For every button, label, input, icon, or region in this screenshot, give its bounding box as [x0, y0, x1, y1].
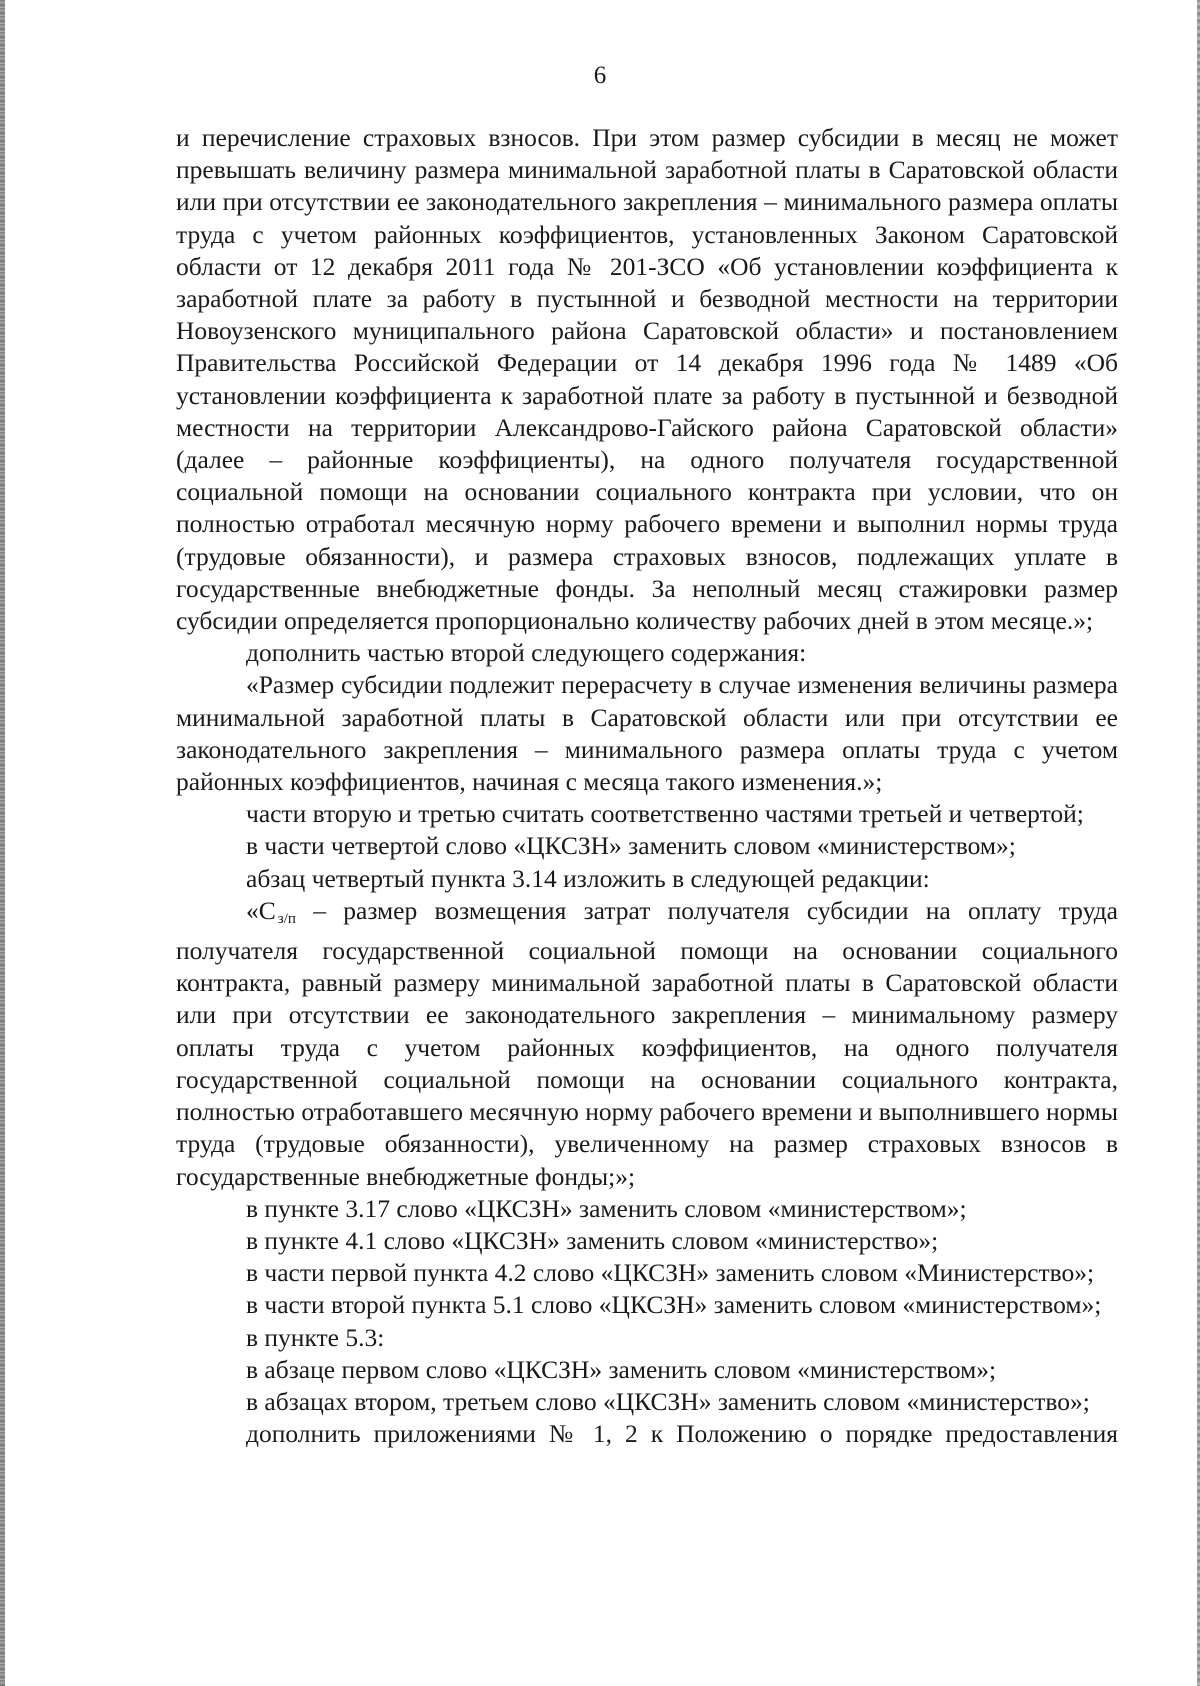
paragraph-quoted-subsidy-recalculation: «Размер субсидии подлежит перерасчету в случае изменения величины размера минимальной заработной платы в Саратовской области или при отсутствии ее законодательного закрепления – минимального размера оплаты труда с учетом районных коэффициентов, начиная с месяца такого изменения.»; — [176, 670, 1118, 797]
document-body — [176, 122, 1118, 1450]
paragraph-amendment-add-part-two: дополнить частью второй следующего содержания: — [246, 638, 807, 668]
paragraph-quoted-formula-definition — [176, 895, 1118, 1193]
paragraph-part-four-replacement: в части четвертой слово «ЦКСЗН» заменить словом «министерством»; — [246, 831, 1016, 861]
paragraph-clause-5-3-second-third: в абзацах втором, третьем слово «ЦКСЗН» заменить словом «министерство»; — [246, 1386, 1090, 1416]
paragraph-renumber-parts: части вторую и третью считать соответственно частями третьей и четвертой; — [246, 799, 1084, 829]
paragraph-clause-5-1: в части второй пункта 5.1 слово «ЦКСЗН» заменить словом «министерством»; — [246, 1290, 1102, 1320]
paragraph-clause-5-3: в пункте 5.3: — [246, 1322, 385, 1352]
paragraph-clause-4-2: в части первой пункта 4.2 слово «ЦКСЗН» заменить словом «Министерство»; — [246, 1258, 1095, 1288]
formula-symbol: «С — [246, 895, 276, 925]
paragraph-continuation: и перечисление страховых взносов. При этом размер субсидии в месяц не может превышать величину размера минимальной заработной платы в Саратовской области или при отсутствии ее законодательного закрепления – минимального размера оплаты труда с учетом районных коэффициентов, установленных Законом Саратовской области от 12 декабря 2011 года № 201-ЗСО «Об установлении коэффициента к заработной плате за работу в пустынной и безводной местности на территории Новоузенского муниципального района Саратовской области» и постановлением Правительства Российской Федерации от 14 декабря 1996 года № 1489 «Об установлении коэффициента к заработной плате за работу в пустынной и безводной местности на территории Александрово-Гайского района Саратовской области» (далее – районные коэффициенты), на одного получателя государственной социальной помощи на основании социального контракта при условии, что он полностью отработал месячную норму рабочего времени и выполнил нормы труда (трудовые обязанности), и размера страховых взносов, подлежащих уплате в государственные внебюджетные фонды. За неполный месяц стажировки размер субсидии определяется пропорционально количеству рабочих дней в этом месяце.»; — [176, 123, 1118, 636]
scan-edge-left — [0, 0, 5, 1686]
paragraph-clause-4-1: в пункте 4.1 слово «ЦКСЗН» заменить словом «министерство»; — [246, 1225, 939, 1255]
paragraph-add-appendices: дополнить приложениями № 1, 2 к Положению о порядке предоставления — [246, 1419, 1118, 1449]
formula-definition-text: – размер возмещения затрат получателя субсидии на оплату труда получателя государственной социальной помощи на основании социального контракта, равный размеру минимальной заработной платы в Саратовской области или при отсутствии ее законодательного закрепления – минимальному размеру оплаты труда с учетом районных коэффициентов, на одного получателя государственной социальной помощи на основании социального контракта, полностью отработавшего месячную норму рабочего времени и выполнившего нормы труда (трудовые обязанности), увеличенному на размер страховых взносов в государственные внебюджетные фонды;»; — [176, 895, 1118, 1191]
paragraph-clause-3-14-intro: абзац четвертый пункта 3.14 изложить в следующей редакции: — [246, 863, 930, 893]
formula-subscript: з/п — [277, 910, 296, 927]
paragraph-clause-5-3-first: в абзаце первом слово «ЦКСЗН» заменить словом «министерством»; — [246, 1354, 997, 1384]
page-number: 6 — [593, 62, 607, 89]
paragraph-clause-3-17: в пункте 3.17 слово «ЦКСЗН» заменить словом «министерством»; — [246, 1193, 967, 1223]
